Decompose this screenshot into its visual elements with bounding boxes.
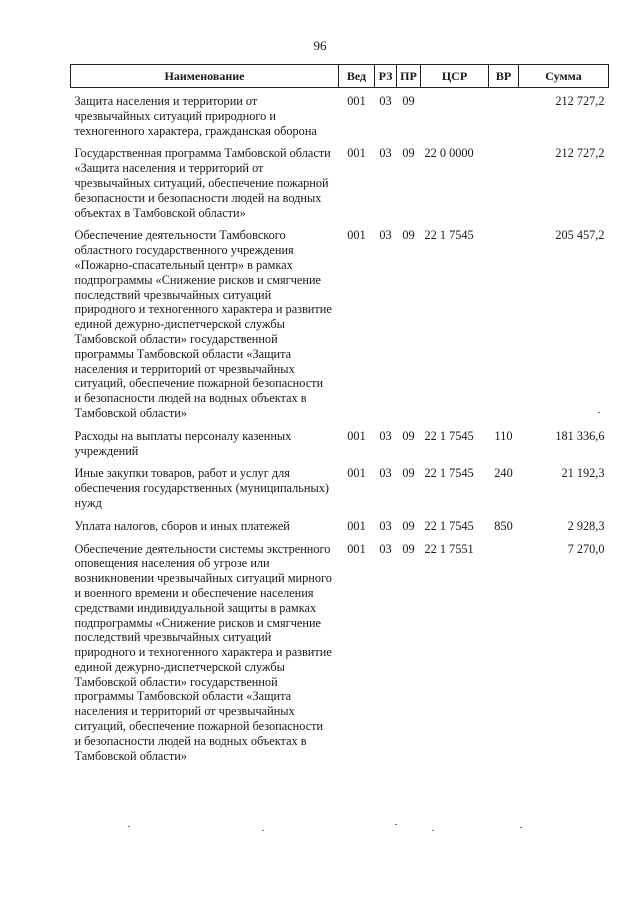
row-ved: 001 xyxy=(347,228,366,243)
table-row xyxy=(71,222,609,422)
row-rz: 03 xyxy=(379,428,392,443)
row-rz: 03 xyxy=(379,94,392,108)
row-pr: 09 xyxy=(402,428,415,443)
row-ved: 001 xyxy=(347,428,366,443)
scan-speck xyxy=(128,826,130,827)
row-name: Расходы на выплаты персоналу казенных учреждений xyxy=(74,428,292,458)
row-rz: 03 xyxy=(379,466,392,481)
table-row xyxy=(71,140,609,222)
row-vr xyxy=(489,88,519,141)
header-vr: ВР xyxy=(489,65,519,88)
row-pr: 09 xyxy=(402,94,415,108)
page-number: 96 xyxy=(313,38,327,53)
row-sum: 212 727,2 xyxy=(555,94,605,108)
header-rz: РЗ xyxy=(375,65,397,88)
row-sum: 212 727,2 xyxy=(555,146,605,161)
table-row xyxy=(71,88,609,141)
row-csr: 22 1 7545 xyxy=(424,428,474,443)
scan-speck xyxy=(520,827,522,828)
scan-speck xyxy=(262,830,264,831)
row-csr: 22 1 7545 xyxy=(424,518,474,533)
row-csr: 22 1 7545 xyxy=(424,466,474,481)
table-row xyxy=(71,513,609,536)
row-ved: 001 xyxy=(347,466,366,481)
row-vr: 110 xyxy=(494,428,513,443)
row-name: Защита населения и территории от чрезвычайных ситуаций природного и техногенного характера, гражданская оборона xyxy=(74,94,317,138)
scan-speck xyxy=(432,830,434,831)
row-vr xyxy=(489,140,519,222)
row-pr: 09 xyxy=(402,541,415,556)
header-name: Наименование xyxy=(71,65,339,88)
row-pr: 09 xyxy=(402,466,415,481)
row-sum: 7 270,0 xyxy=(567,541,605,556)
row-vr: 240 xyxy=(494,466,513,481)
row-name: Уплата налогов, сборов и иных платежей xyxy=(74,518,290,533)
row-rz: 03 xyxy=(379,518,392,533)
row-name: Иные закупки товаров, работ и услуг для обеспечения государственных (муниципальных) нужд xyxy=(74,466,329,510)
scan-speck xyxy=(598,412,600,413)
row-rz: 03 xyxy=(379,146,392,161)
row-name: Обеспечение деятельности Тамбовского областного государственного учреждения «Пожарно-спасательный центр» в рамках подпрограммы «Снижение рисков и смягчение последствий чрезвычайных ситуаций природного и техногенного характера и развитие единой дежурно-диспетчерской службы Тамбовской области» государственной программы Тамбовской области «Защита населения и территорий от чрезвычайных ситуаций, обеспечение пожарной безопасности и безопасности людей на водных объектах в Тамбовской области» xyxy=(74,228,332,420)
row-ved: 001 xyxy=(347,146,366,161)
header-pr: ПР xyxy=(397,65,421,88)
row-pr: 09 xyxy=(402,228,415,243)
table-row xyxy=(71,423,609,461)
row-name: Государственная программа Тамбовской области «Защита населения и территорий от чрезвычайных ситуаций, обеспечение пожарной безопасности и безопасности людей на водных объектах в Тамбовской области» xyxy=(74,146,331,220)
row-vr xyxy=(489,536,519,766)
row-sum: 21 192,3 xyxy=(561,466,605,481)
row-rz: 03 xyxy=(379,541,392,556)
row-pr: 09 xyxy=(402,518,415,533)
row-ved: 001 xyxy=(347,541,366,556)
row-csr xyxy=(421,88,489,141)
table-header-row xyxy=(71,65,609,88)
row-vr: 850 xyxy=(494,518,513,533)
header-sum: Сумма xyxy=(519,65,609,88)
row-csr: 22 1 7551 xyxy=(424,541,474,556)
row-sum: 2 928,3 xyxy=(567,518,605,533)
row-ved: 001 xyxy=(347,518,366,533)
scan-speck xyxy=(395,824,397,825)
row-name: Обеспечение деятельности системы экстренного оповещения населения об угрозе или возникновении чрезвычайных ситуаций мирного и военного времени и обеспечение населения средствами индивидуальной защиты в рамках подпрограммы «Снижение рисков и смягчение последствий чрезвычайных ситуаций природного и техногенного характера и развитие единой дежурно-диспетчерской службы Тамбовской области» государственной программы Тамбовской области «Защита населения и территорий от чрезвычайных ситуаций, обеспечение пожарной безопасности и безопасности людей на водных объектах в Тамбовской области» xyxy=(74,541,332,763)
row-pr: 09 xyxy=(402,146,415,161)
header-ved: Вед xyxy=(339,65,375,88)
row-csr: 22 1 7545 xyxy=(424,228,474,243)
header-csr: ЦСР xyxy=(421,65,489,88)
row-vr xyxy=(489,222,519,422)
table-row xyxy=(71,536,609,766)
budget-table xyxy=(70,64,609,765)
row-rz: 03 xyxy=(379,228,392,243)
row-ved: 001 xyxy=(347,94,366,108)
row-sum: 181 336,6 xyxy=(555,428,605,443)
row-sum: 205 457,2 xyxy=(555,228,605,243)
table-row xyxy=(71,460,609,512)
row-csr: 22 0 0000 xyxy=(424,146,474,161)
